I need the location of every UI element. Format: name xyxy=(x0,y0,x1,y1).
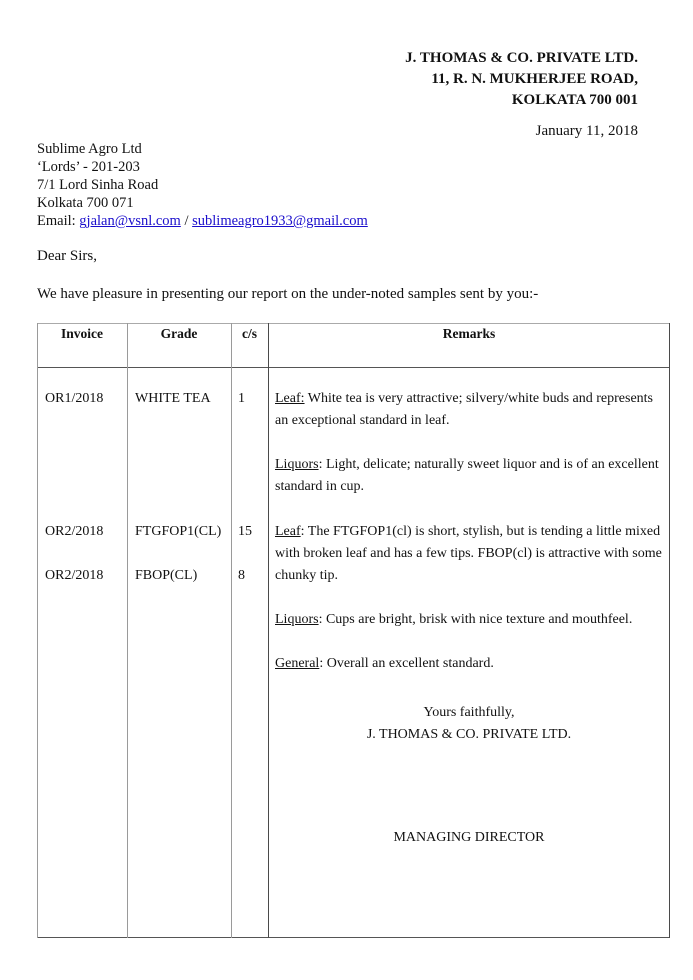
addressee-line1: ‘Lords’ - 201-203 xyxy=(37,159,140,175)
intro-paragraph: We have pleasure in presenting our report on the under-noted samples sent by you:- xyxy=(37,286,539,302)
remarks-2-general xyxy=(275,653,667,675)
remarks-2-leaf-text: : The FTGFOP1(cl) is short, stylish, but is tending a little mixed with broken leaf and has a few tips. FBOP(cl) is attractive with some chunky tip. xyxy=(275,524,662,583)
row-2-grade: FTGFOP1(CL) xyxy=(135,524,222,539)
email-separator: / xyxy=(180,213,193,229)
remarks-2-liquors-label: Liquors xyxy=(275,612,319,627)
header-cs: c/s xyxy=(242,326,257,341)
remarks-1-leaf xyxy=(275,388,667,432)
row-3-grade: FBOP(CL) xyxy=(135,568,198,583)
remarks-1-liquors-text: : Light, delicate; naturally sweet liquor and is of an excellent standard in cup. xyxy=(275,457,659,494)
remarks-2-leaf-label: Leaf xyxy=(275,524,301,539)
row-2-cs: 15 xyxy=(238,524,252,539)
email-link-1[interactable]: gjalan@vsnl.com xyxy=(79,213,181,229)
letterhead-address-line1: 11, R. N. MUKHERJEE ROAD, xyxy=(431,71,638,87)
table-border-bottom xyxy=(37,937,670,938)
remarks-2-general-label: General xyxy=(275,656,320,671)
row-1-grade: WHITE TEA xyxy=(135,391,211,406)
letterhead-company: J. THOMAS & CO. PRIVATE LTD. xyxy=(405,50,638,66)
closing-valediction: Yours faithfully, xyxy=(423,705,515,720)
header-grade: Grade xyxy=(160,326,198,341)
row-1-cs: 1 xyxy=(238,391,245,406)
email-label: Email: xyxy=(37,213,80,229)
row-3-cs: 8 xyxy=(238,568,245,583)
salutation: Dear Sirs, xyxy=(37,248,97,264)
letter-date: January 11, 2018 xyxy=(535,123,638,139)
table-header-divider xyxy=(37,367,670,368)
letterhead xyxy=(405,48,638,111)
addressee-line3: Kolkata 700 071 xyxy=(37,195,134,211)
header-remarks: Remarks xyxy=(442,326,496,341)
row-1-invoice: OR1/2018 xyxy=(45,391,104,406)
column-divider-grade xyxy=(231,323,232,938)
signatory-title: MANAGING DIRECTOR xyxy=(393,830,545,845)
remarks-1-liquors xyxy=(275,454,667,498)
remarks-group-2 xyxy=(275,521,667,675)
remarks-1-leaf-text: White tea is very attractive; silvery/white buds and represents an exceptional standard in leaf. xyxy=(275,391,653,428)
row-2-invoice: OR2/2018 xyxy=(45,524,104,539)
remarks-1-leaf-label: Leaf: xyxy=(275,391,305,406)
email-link-2[interactable]: sublimeagro1933@gmail.com xyxy=(192,213,368,229)
header-invoice: Invoice xyxy=(61,326,103,341)
addressee-line2: 7/1 Lord Sinha Road xyxy=(37,177,159,193)
report-table xyxy=(37,323,670,938)
remarks-2-liquors xyxy=(275,609,667,631)
addressee-block xyxy=(37,140,368,230)
remarks-2-leaf xyxy=(275,521,667,587)
closing-block xyxy=(268,702,670,746)
closing-company: J. THOMAS & CO. PRIVATE LTD. xyxy=(366,727,572,742)
addressee-name: Sublime Agro Ltd xyxy=(37,141,142,157)
row-3-invoice: OR2/2018 xyxy=(45,568,104,583)
addressee-email-line xyxy=(37,212,368,230)
table-border-left xyxy=(37,323,38,938)
letterhead-address-line2: KOLKATA 700 001 xyxy=(511,92,638,108)
table-border-top xyxy=(37,323,670,324)
remarks-1-liquors-label: Liquors xyxy=(275,457,319,472)
remarks-2-liquors-text: : Cups are bright, brisk with nice texture and mouthfeel. xyxy=(318,612,633,627)
column-divider-invoice xyxy=(127,323,128,938)
remarks-2-general-text: : Overall an excellent standard. xyxy=(319,656,494,671)
remarks-group-1 xyxy=(275,388,667,498)
